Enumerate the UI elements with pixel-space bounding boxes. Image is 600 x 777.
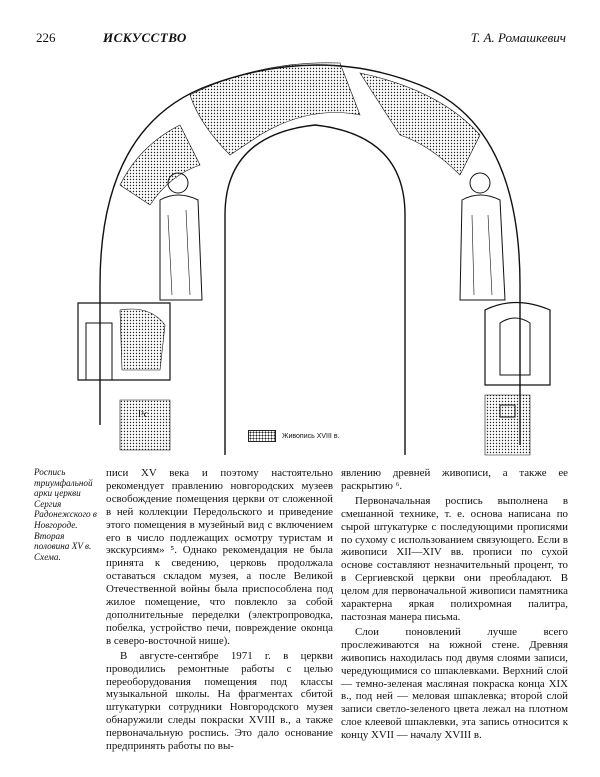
paragraph: Первоначальная роспись выполнена в смешанной технике, т. е. основа написана по сырой штукатурке с последующими прописями по сухому с использованием связующего. Если в живописи XII—XIV вв. прописи по сухой основе составляют незначительный процент, то в Сергиевской церкви они преобладают. В целом для первоначальной живописи памятника характерна яркая полихромная палитра, пастозная манера письма.	[341, 494, 568, 623]
stippled-area	[190, 63, 360, 155]
paragraph: В августе-сентябре 1971 г. в церкви проводились ремонтные работы с целью переоборудования помещения под классы музыкальной школы. На фрагментах сбитой штукатурки сотрудники Новгородского музея обнаружили следы покраски XVIII в., а также первоначальную роспись. Это дало основание предпринять работы по вы-	[106, 649, 333, 753]
stippled-area	[360, 73, 480, 175]
arch-fresco-diagram	[60, 55, 580, 465]
figure-legend	[248, 430, 339, 442]
left-niche	[78, 303, 170, 380]
author-name: Т. А. Ромашкевич	[470, 30, 566, 45]
stippled-area	[120, 400, 170, 450]
inner-arch-outline	[225, 125, 405, 455]
right-saint-figure	[460, 173, 505, 300]
paragraph: Слои поновлений лучше всего прослеживаются на южной стене. Древняя живопись находилась под двумя слоями записи, чередующимися со шпаклевками. Верхний слой — темно-зеленая масляная покраска конца XIX в., под ней — меловая шпаклевка; второй слой записи светло-зеленого цвета лежал на плотном слое клеевой шпаклевки, эта запись относится к концу XVII — началу XVIII в.	[341, 625, 568, 742]
stippled-area	[485, 395, 530, 455]
stippled-area	[120, 125, 200, 205]
legend-label: Живопись XVIII в.	[282, 432, 340, 440]
text-column-left	[106, 467, 333, 755]
stipple-swatch	[248, 430, 276, 442]
section-title: ИСКУССТВО	[103, 30, 187, 45]
inscription: I³c	[138, 409, 148, 419]
figure-caption: Роспись триумфальной арки церкви Сергия Радонежского в Новгороде. Вторая половина XV в. Схема.	[34, 467, 97, 562]
right-niche	[485, 303, 550, 386]
paragraph: явлению древней живописи, а также ее раскрытию ⁶.	[341, 467, 568, 492]
paragraph: писи XV века и поэтому настоятельно рекомендует правлению новгородских музеев освобождение помещения церкви от сложенной в ней коллекции Передольского и приведение этого помещения в музейный вид с включением его в число подлежащих осмотру туристам и экскурсиям» ⁵. Однако рекомендация не была принята к сведению, церковь продолжала оставаться складом музея, а после Великой Отечественной войны была приспособлена под жилое помещение, что повлекло за собой дополнительные переделки (электропроводка, побелка, устройство печи, повреждение оконца в северо-восточной нише).	[106, 467, 333, 647]
text-column-right	[341, 467, 568, 744]
left-saint-figure	[160, 173, 202, 300]
page-number: 226	[36, 30, 56, 45]
